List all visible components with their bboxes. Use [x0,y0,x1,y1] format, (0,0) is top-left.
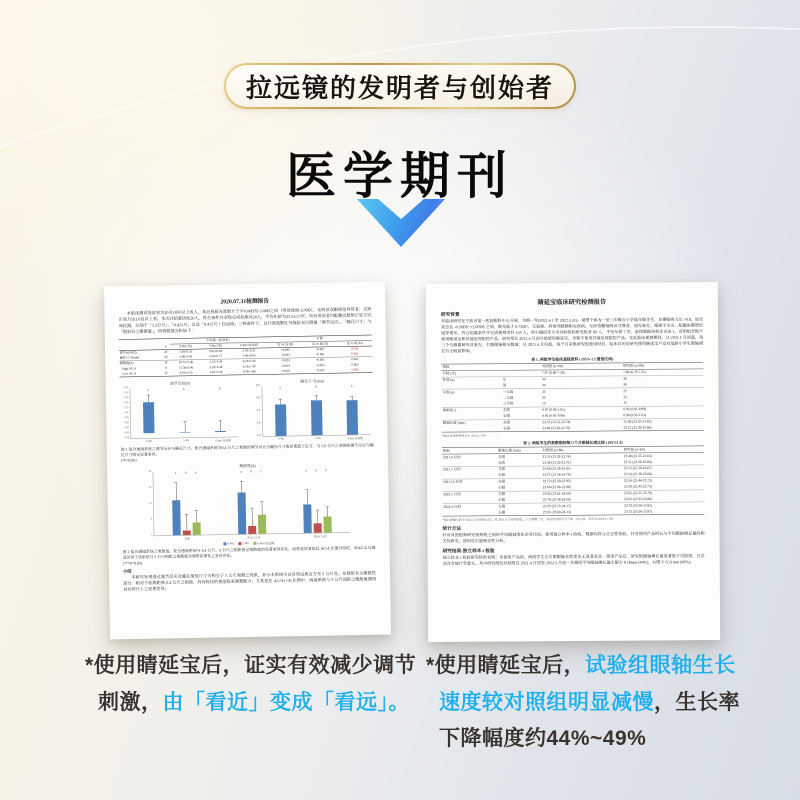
caption-segment: 试验组眼轴生长 [585,654,736,677]
sig-letter: c [260,469,262,474]
error-bar [307,490,308,504]
bar [258,515,266,534]
table-cell: Low AC/A [119,371,161,377]
table-cell: 23.49 (23.35-23.63) [623,453,652,458]
table-cell: 0.002 [351,362,359,367]
axis-tick-label: 20 [148,470,152,473]
badge [224,63,576,109]
table-cell: 23.48 (23.26-23.70) [542,460,571,465]
table-cell: 右眼 [498,510,506,515]
error-bar-cap [350,396,353,397]
table-cell: 年级 (n) [441,389,501,396]
bar [172,500,181,535]
caption-segment: 下降幅度约44%~49% [439,727,647,750]
report-table [119,335,373,378]
table-cell: 调节反应(D) [119,350,137,355]
column-header: 对照组 (n=60) [541,363,622,370]
table-cell: 23.53 (23.32-23.74) [542,454,571,459]
caption-line [85,648,443,685]
x-axis [121,438,242,444]
axis-tick-label: 5 [150,518,153,521]
axis-category-label: 高 AC/A 比 [247,536,261,540]
table-cell: 三年级 [502,401,514,406]
table-cell: 2021.7 月初 [442,466,497,473]
table-cell: 二年级 [502,395,514,400]
sig-letter: b [315,468,318,473]
table-cell: 8 [165,366,167,370]
figure-1-note: (*P<0.05) [120,458,137,463]
error-bar-cap [147,395,150,396]
table-cell: 20 [164,361,168,365]
column-header: 0.4m (近) [170,343,202,349]
axis-category-label: 5.0m [315,436,321,440]
figure-2-chart [143,461,354,547]
bar [275,405,287,436]
axis-category-label: 低 AC/A 比 [313,535,328,539]
sig-letter: a [240,470,242,474]
table-cell: 13 [542,401,546,406]
table-cell: 23.57 (23.34-23.79) [542,472,571,477]
table-footnote: *最后测量实施于 2022.5 月初(第11次)；自 2021.4 月初开始每三个月测量一次，各次均安排在当月第一周完成，末次为 2022.4 月初 [442,517,614,522]
chart-title: 调节反应(D) [169,380,191,386]
sig-letter: b [218,386,221,391]
table-cell: 聚散度(Δ) [119,361,134,366]
table-cell: 左眼 [497,454,505,459]
table-cell: 0.95 (0.91-0.98) [542,413,565,418]
table-cell: 23.53 (23.39-23.67) [623,465,704,472]
table-cell: 左眼 [502,407,541,413]
table-cell: 2022.1 月初 [442,491,497,498]
sig-letter: a [305,469,307,473]
section-heading: 研究结果-独立样本 t 检验 [442,548,495,554]
bar [347,400,359,435]
legend-item [239,541,249,546]
figure-2-caption: 图 2 复合透镜系统之聚散度。复合透镜系统与 0.4 公尺、5 公尺之相距皆呈聚散度的显著差异存在。而将受试者依其 AC/A 比值分组时，高AC/A 比值受试者于该系统与 5 公尺相距之聚散度亦测得显著性之差异存在。 [122,545,376,560]
section-paragraph: 独立样本 t 检验研究结果表明：未使用产品前，两组学生左右眼眼轴长度变化无显著差异；使用产品后，研究组眼轴增长量显著低于对照组，且差异具有统计学意义。其中研究组较对照组自 2021.4 月初至 2022.3 月底一年期间平均眼轴增长量左眼少 0.18mm (44%)，右眼少 0.21mm (49%)。 [442,553,705,566]
table-cell: 5.55±0.77 [202,354,230,360]
table-cell: 0.97 (0.92-1.01) [541,406,622,413]
table-cell: 右眼 [503,426,511,431]
axis-tick-label: 0.00 [256,434,262,438]
axis-tick-label: 1.75 [124,396,129,400]
error-bar-cap [195,511,198,512]
figure-chart [143,461,354,547]
table-cell: 男 [502,383,507,388]
summary-paragraph: 本研究发现透过调节反应及瞳孔缩放尺寸可相当于 5 公尺观测之现象，显示本系统可以有效远离近方至 5 公尺处。在观察有关聚散性部分：相对于检测距离 0.4 公尺之相距，具有较佳的视觉收束调整能力；尤其是在 AC/A (>4) 比例中，两镜系统与 5 公尺视距之聚散量测得具有统计上之显著差异。 [123,570,377,592]
column-header: 近 vs 远 (D) [268,342,303,348]
table-cell: 右眼 [502,414,510,419]
axis-tick-label: 4.00 [256,409,261,413]
table-cell: 23.82 (23.61-24.04) [542,490,623,497]
axis-category-label: 5.0m [183,438,189,443]
column-header: 0.4m+拉远镜 [230,342,268,348]
caption-line [98,685,443,722]
chart-plot [130,387,239,439]
table-cell: 30 [542,383,546,388]
table-cell: 0.82±0.28 [209,349,223,354]
bar [313,523,321,533]
table-cell: <0.001 [281,358,291,363]
baseline-table-wrap [441,355,704,438]
table-cell: 30 [623,382,627,387]
table-caption: 表 2. 两组学生的观察期间每三个月眼轴长度比较 t (95%CI) [523,440,623,446]
bar [323,517,331,533]
table-cell: 7.07 (6.86-7.28) [541,370,565,375]
error-bar-cap [219,421,222,422]
error-bar-cap [315,395,318,396]
doc-right-title: 睛延宝临床研究检测报告 [537,298,607,306]
table-cell: 1.15±4.59 [209,360,223,364]
table-cell: <0.001 [303,352,338,358]
table-cell: 25 [622,387,703,394]
table-cell: 23.91 (23.68-24.13) [542,509,571,515]
axis-tick-label: 2.00 [124,391,129,395]
bar [238,493,247,535]
page-title: 医学期刊 [286,148,514,204]
table-cell: 23.51 (23.36-23.66) [623,459,652,464]
axis-category-label: 全体 [184,537,190,541]
sig-letter: a [279,385,281,390]
table-cell: 23.59 (23.45-23.73) [623,484,652,489]
bar [193,522,201,535]
table-cell: 6.19±5.40 [242,359,256,364]
chart-body [143,468,354,536]
error-bar [316,396,317,400]
table-cell: 23.48 (23.26-23.70) [542,425,571,431]
table-cell: 23.70 (23.56-23.85) [623,502,704,509]
error-bar [185,422,186,432]
legend-swatch [239,542,242,545]
axis-category-label: 0.4m+拉远镜 [347,436,363,441]
table-cell: 5.46±0.69 [230,353,268,359]
error-bar [220,421,221,431]
sig-letter: b [314,385,317,389]
table-cell: 左眼 [502,419,541,425]
sig-letter: b [182,387,185,392]
axis-tick-label: 0.75 [124,416,129,420]
table-cell: 3.02±3.30 [202,370,230,376]
legend-label: 5.0m [242,541,249,545]
table-cell: <0.001 [315,358,325,363]
table-cell: 20 [162,355,171,360]
table-cell: 年龄 (岁) [442,371,457,376]
axis-category-label: 0.4m [146,439,152,443]
sig-letter: b [184,471,187,475]
sig-letter: a [174,471,177,475]
error-bar [241,481,242,492]
column-header: 眼轴长度 (mm) [497,447,542,454]
bar [183,530,191,535]
table-cell [442,510,497,517]
legend-label: 0.4m+拉远镜 [257,542,275,546]
chart-plot [150,468,351,536]
doc-left-table-wrap [119,335,373,378]
error-bar-cap [175,482,178,483]
table-cell: 8.95±4.15 [170,370,202,376]
column-header: 研究组 (n=60) [623,446,704,453]
table-cell: 23.49 (23.35-23.63) [622,418,703,425]
table-cell: 23.54 (23.39-23.68) [623,472,652,477]
caption-right [426,648,784,758]
column-header: n [161,344,170,350]
table-cell: 左眼 [497,466,542,472]
caption-left [85,648,443,721]
table-cell: 0.95 (0.91-0.99) [622,406,703,413]
table-cell: 0.93±0.32 [242,348,256,353]
doc-left-intro: 本临床测试受试者为20名18岁以上成人，其近视屈光度数介于平0.00D至-3.00D之间（等效球面-2.00D），无明显双眼视觉异常者、且矫正视力达1.0及以上者。本次共招募试验20人，符合条件并全程完成检测共20人，平均年龄为23.5±3.7岁。所有受试者均配戴完整矫正处方完成检测，分别于「3.3公尺」、「0.4公尺」以及「0.4公尺＋拉远镜」三种条件下，以开放视野红外线验光仪测量「调节反应」、「瞳孔尺寸」与「隐斜位之聚散量」，所得数值分析如下： [118,306,372,335]
table-cell: 25 [541,388,622,395]
table-footnote: *临床基线资料统计于 2021.4 月份 [441,434,487,439]
table-cell: 23.60 (23.39-23.81) [542,465,623,472]
error-bar [317,511,318,524]
legend-swatch [223,542,226,545]
error-bar [252,508,253,526]
table-cell: 0.082 [338,367,373,373]
table-cell: 23.51 (23.36-23.66) [623,425,652,430]
error-bar-cap [183,421,186,422]
research-background-section [441,309,703,355]
error-bar-cap [316,510,319,511]
axis-tick-label: 0.50 [124,421,129,425]
table-cell: 30 [622,375,703,382]
axis-tick-label: 0 [151,534,153,537]
table-cell: 23.95 (23.72-24.17) [542,503,623,510]
table-cell: 2021.4 月初 [442,455,461,460]
document-right-content [426,282,720,642]
axis-tick-label: 2.00 [256,421,261,425]
table-cell: 20 [164,350,168,354]
table-cell: <0.001 [303,368,338,374]
column-header: 对照组 (n=60) [541,447,622,454]
sig-letter: b [250,470,252,474]
section-heading: 统计方法 [442,526,462,532]
table-cell: 23.58 (23.44-23.72) [623,477,704,484]
axis-tick-label: 1.25 [124,406,129,410]
table-cell: <0.001 [280,348,290,352]
column-group-header: 平均值（标准差） [170,337,268,344]
table-cell: 2022.4 月初 [442,503,497,510]
column-header: 研究组 (n=60) [622,362,703,369]
badge-label: 拉远镜的发明者与创始者 [245,72,554,103]
error-bar [176,483,177,501]
axial-length-table [442,446,704,517]
sig-letter: b [325,468,328,473]
table-cell: 30 [541,376,622,383]
chart-title: 聚散度(Δ) [239,463,256,469]
table-cell: 眼轴长度 (mm) [442,420,502,427]
axis-tick-label: 1.50 [124,401,129,405]
bar [143,402,155,433]
bar [311,400,323,435]
table-cell: 23.72 (23.58-23.87) [624,509,653,514]
table-cell: 0.046 [351,347,359,351]
error-bar-cap [185,514,188,515]
x-axis [253,436,374,442]
table-cell: 0.064 [337,351,372,357]
figure-1-charts [120,377,374,444]
table-cell: 右眼 [498,460,506,465]
figure-2-note: (***P<0.05) [122,560,143,566]
table-cell: 22 [623,394,627,399]
table-cell: 7.08 (6.79-7.21) [623,370,646,375]
section-paragraph: 针对对照组和研究组两组之间的平均眼轴变化差异比较，使用独立样本 t 检验，数据均符合正态性检验。针对使用产品时长与平均眼轴增长量的相关性研究，使用皮尔逊相关性分析。 [442,531,705,544]
summary-heading: 小结 [122,568,132,574]
caption-segment: ，生长率 [654,690,740,714]
axis-tick-label: 10 [149,502,152,505]
table-cell: 女 [502,376,541,382]
table-cell [442,426,502,433]
error-bar-cap [240,481,243,482]
table-cell: 22 [542,395,546,400]
error-bar [327,507,328,517]
error-bar [280,400,281,405]
sig-letter: a [194,471,197,475]
axis-category-label: 0.4m+拉远镜 [215,439,231,443]
error-bar [197,511,198,522]
legend-item [223,541,233,546]
table-cell: 左眼 [497,491,542,497]
legend-item [254,541,275,546]
section-heading: 研究背景 [440,312,460,318]
table-cell: high AC/A [122,366,137,371]
caption-line [426,648,784,685]
baseline-table [441,362,703,433]
bar [215,431,226,432]
table-cell: 23.65 (23.52-23.80) [624,496,653,502]
axis-tick-label: 8.00 [255,384,261,388]
caption-line [439,721,784,758]
legend-swatch [254,542,257,545]
axis-category-label: 0.4m [278,437,284,441]
table-cell: 左眼 [497,503,542,509]
error-bar-cap [250,508,253,509]
figure-1-caption: 图 1 复合透镜系统之调节反应与瞳孔尺寸。复合透镜系统为0.4 公尺之观测的调节反应与瞳孔尺寸皆显著低于近方；与 5.0 公尺之观测的调节反应与瞳孔尺寸则无显著差异。 [120,442,374,458]
caption-segment: *使用睛延宝后，证实有效减少调节 [85,654,417,677]
error-bar-cap [279,399,282,400]
axis-tick-label: 0.00 [124,431,130,435]
table-cell: 23.68 (23.46-23.90) [542,485,571,490]
error-bar [262,502,263,515]
axis-tick-label: -0.25 [123,436,130,440]
table-cell: 12 [162,371,171,376]
table-cell: 瞳孔尺寸(mm) [119,355,161,361]
chart-title: 瞳孔尺寸(mm) [300,378,324,384]
bar [248,526,256,534]
table-cell: 右眼 [498,497,506,502]
table-cell: 2.18±4.28 [209,365,223,369]
table-cell: 10.72±5.46 [178,360,194,365]
table-cell: <0.001 [268,368,303,374]
caption-segment: 速度较对照组明显减慢 [439,690,654,714]
axis-tick-label: 6.00 [256,396,261,400]
column-header: 5.0m (远) [201,343,229,349]
column-header: 近 vs 镜 (D) [303,341,338,347]
table-cell: 一年级 [502,389,541,395]
table-cell: 性别 (n) [441,377,501,384]
table-cell: <0.001 [281,364,291,368]
chart-body [252,384,374,437]
caption-line [439,685,784,722]
table-caption: 表 1. 两组学生临床基线资料 t (95% CI 置信区间) [531,356,614,362]
axis-tick-label: 1.00 [124,411,129,415]
sig-letter: a [147,388,149,392]
table-cell: 23.78 (23.56-24.00) [542,497,571,502]
caption-segment: 由「看近」变成「看远」。 [162,690,410,714]
table-cell: 右眼 [498,485,506,490]
legend-label: 0.4m [227,542,234,546]
methods-results-sections [442,523,704,567]
error-bar [148,395,149,402]
table-cell: 裸眼视力 [442,407,502,414]
document-right [426,282,720,642]
table-cell: <0.001 [268,353,303,359]
axis-tick-label: 2.25 [123,386,129,390]
table-cell: 6.18±7.40 [242,364,256,369]
bar [179,432,190,433]
error-bar [352,397,353,401]
document-left [104,282,391,640]
error-bar [187,514,188,530]
table-cell: 23.53 (23.32-23.74) [541,419,622,426]
table-cell: 0.98 (0.95-1.01) [623,413,647,418]
table-cell: <0.001 [315,363,325,368]
table-cell: 右眼 [498,473,506,478]
table-cell: 0.002 [351,357,359,362]
table-cell: 23.65 (23.51-23.79) [623,490,704,497]
column-header: 远 vs 镜 (D) [337,341,372,347]
axis-tick-label: 15 [148,486,152,489]
doc-left-title: 2020.07.31检测报告 [220,298,270,305]
table-cell: <0.001 [315,347,325,352]
axis-tick-label: 0.25 [124,426,129,430]
table-cell: 2021.10 月初 [442,479,497,486]
table-cell: 6.58±3.86 [230,369,268,375]
figure-chart [120,380,242,445]
axial-length-table-wrap [442,439,705,522]
table-cell: 23.72 (23.50-23.93) [542,478,623,485]
chart-body [120,387,242,440]
column-header: 指标 [442,447,497,454]
error-bar-cap [326,507,329,508]
table-cell: 13 [623,400,627,405]
figure-chart [252,377,374,442]
error-bar-cap [260,501,263,502]
document-left-content [104,282,391,640]
column-group-header: P 值 [268,335,372,342]
caption-segment: *使用睛延宝后， [426,654,586,677]
section-paragraph: 本临床研究在宁波市第一医院眼科中心开展，为期一年(2021.4.1 至 2022.3.31)。观察个体为一至三年级点小学低年级学生，其裸眼视力达 >0.8，屈光状态在 -0.50DS~+2.00DS 之间，散光低于 0.75DC，无弱视、斜视等眼睛相关疾病，无经常戴镜阅读习惯者、屈光参差、眼部手术史、配戴角膜塑形镜等情形，符合招募条件并完成观察者共 120 人。其中随机等分为对照组和研究组各 60 人，平均年龄 7 岁，基线数据资料详见表 1。对照组全程不使用睛延宝和其他近视防控产品，研究组从 2021.4 月初开始使用睛延宝，全程不使用其他近视防控产品。在此临床观察期间，从 2021.1 月初起，每三个月测量研究对象左、右眼眼轴相关数值；从 2021.4 月份起，每个月采集研究组使用时长，临床目的是研究使用睛延宝产品对低龄小学生眼轴增长有无明显影响。 [440,317,704,354]
chart-plot [262,384,371,436]
sig-letter: b [350,384,353,389]
error-bar-cap [305,489,308,490]
table-cell: 4.98±0.59 [170,354,202,360]
table-cell: 13.38±6.46 [178,365,194,370]
bar [303,504,312,533]
column-header: 指标 [441,364,501,371]
table-cell: 左眼 [497,478,542,484]
caption-segment: 刺激， [98,690,163,714]
table-cell: 1.48±0.33 [179,349,193,354]
